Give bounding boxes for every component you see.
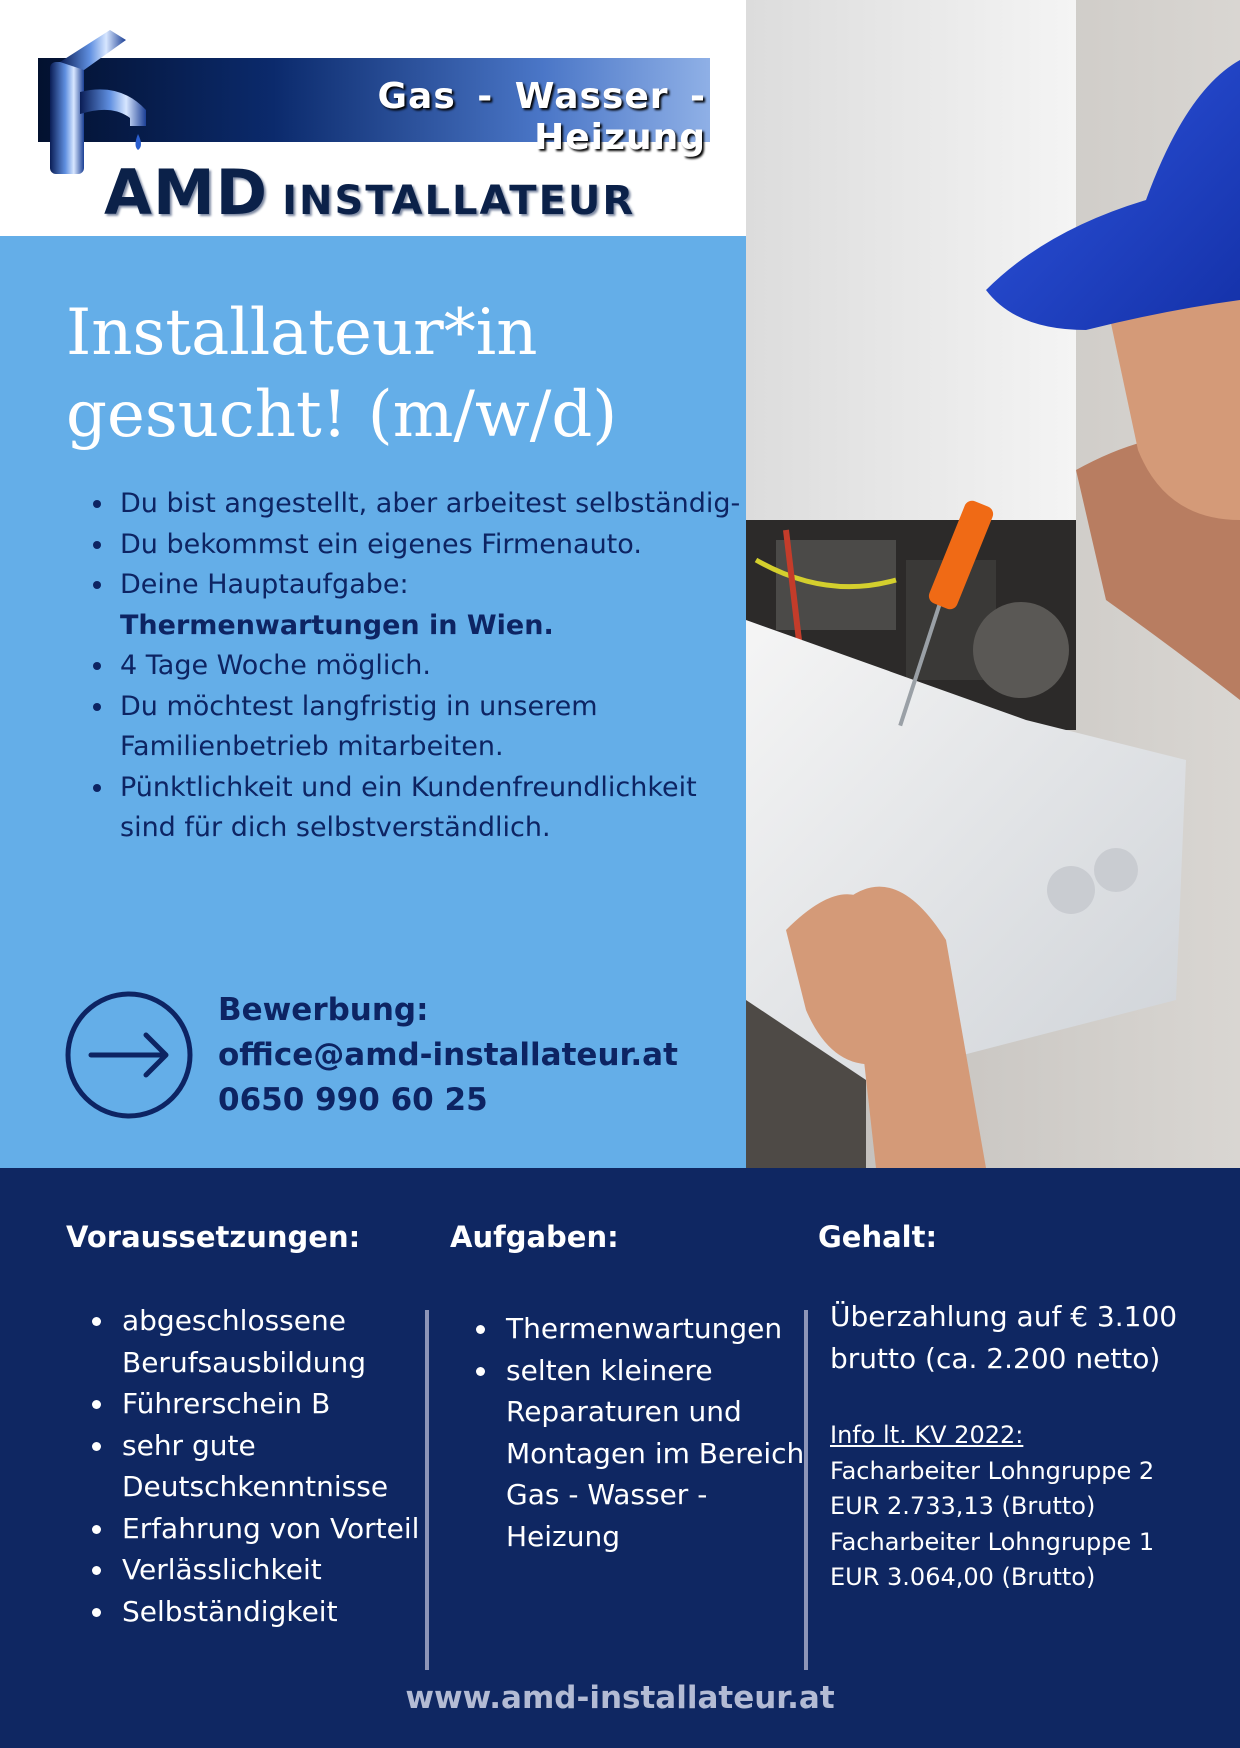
salary-info-line: Facharbeiter Lohngruppe 2 — [830, 1456, 1155, 1485]
task-item: • selten kleinere Reparaturen und Montagen im Bereich Gas - Wasser - Heizung — [500, 1350, 830, 1558]
column-divider — [425, 1310, 429, 1670]
logo-services: Gas - Wasser - Heizung — [377, 76, 706, 158]
benefit-item: • Du bekommst ein eigenes Firmenauto. — [116, 525, 756, 566]
salary-info-line: EUR 3.064,00 (Brutto) — [830, 1563, 1096, 1591]
website-link[interactable]: www.amd-installateur.at — [405, 1680, 835, 1716]
benefit-item: • 4 Tage Woche möglich. — [116, 646, 756, 687]
headline-line-1: Installateur*in — [66, 296, 538, 370]
logo-header — [0, 0, 746, 236]
requirement-item: • abgeschlossene Berufsausbildung — [116, 1300, 456, 1383]
task-item: • Thermenwartungen — [500, 1308, 830, 1350]
requirement-item: • Verlässlichkeit — [116, 1549, 456, 1591]
technician-illustration — [746, 0, 1240, 1168]
requirement-item: • sehr gute Deutschkenntnisse — [116, 1425, 456, 1508]
salary-info-title: Info lt. KV 2022: — [830, 1421, 1024, 1449]
requirements-list — [76, 1300, 456, 1632]
arrow-right-circle-icon — [64, 990, 194, 1120]
salary-info-line: EUR 2.733,13 (Brutto) — [830, 1492, 1096, 1520]
column-divider — [804, 1310, 808, 1670]
salary-info — [830, 1418, 1230, 1596]
benefit-item: • Pünktlichkeit und ein Kundenfreundlichkeit sind für dich selbstverständlich. — [116, 768, 756, 849]
salary-title: Gehalt: — [818, 1220, 938, 1254]
headline — [66, 292, 726, 456]
company-name-main: AMD — [104, 156, 269, 229]
requirement-item: • Erfahrung von Vorteil — [116, 1508, 456, 1550]
company-name-sub: INSTALLATEUR — [282, 178, 636, 224]
requirements-title: Voraussetzungen: — [66, 1220, 361, 1254]
application-contact — [218, 988, 678, 1123]
salary-main: Überzahlung auf € 3.100 brutto (ca. 2.200 netto) — [830, 1300, 1178, 1375]
benefits-list — [76, 484, 756, 849]
application-label: Bewerbung: — [218, 992, 429, 1028]
benefit-item: • Deine Hauptaufgabe: Thermenwartungen in Wien. — [116, 565, 756, 646]
application-phone-link[interactable]: 0650 990 60 25 — [218, 1082, 488, 1118]
requirement-item: • Führerschein B — [116, 1383, 456, 1425]
tasks-list — [460, 1308, 830, 1557]
company-name — [104, 156, 635, 229]
tasks-title: Aufgaben: — [450, 1220, 619, 1254]
technician-photo — [746, 0, 1240, 1168]
salary-info-line: Facharbeiter Lohngruppe 1 — [830, 1527, 1155, 1556]
benefit-item: • Du bist angestellt, aber arbeitest selbständig- — [116, 484, 756, 525]
benefit-emphasis: Thermenwartungen in Wien. — [120, 609, 554, 641]
headline-line-2: gesucht! (m/w/d) — [66, 378, 618, 452]
application-email-link[interactable]: office@amd-installateur.at — [218, 1037, 678, 1073]
benefit-item: • Du möchtest langfristig in unserem Familienbetrieb mitarbeiten. — [116, 687, 756, 768]
requirement-item: • Selbständigkeit — [116, 1591, 456, 1633]
